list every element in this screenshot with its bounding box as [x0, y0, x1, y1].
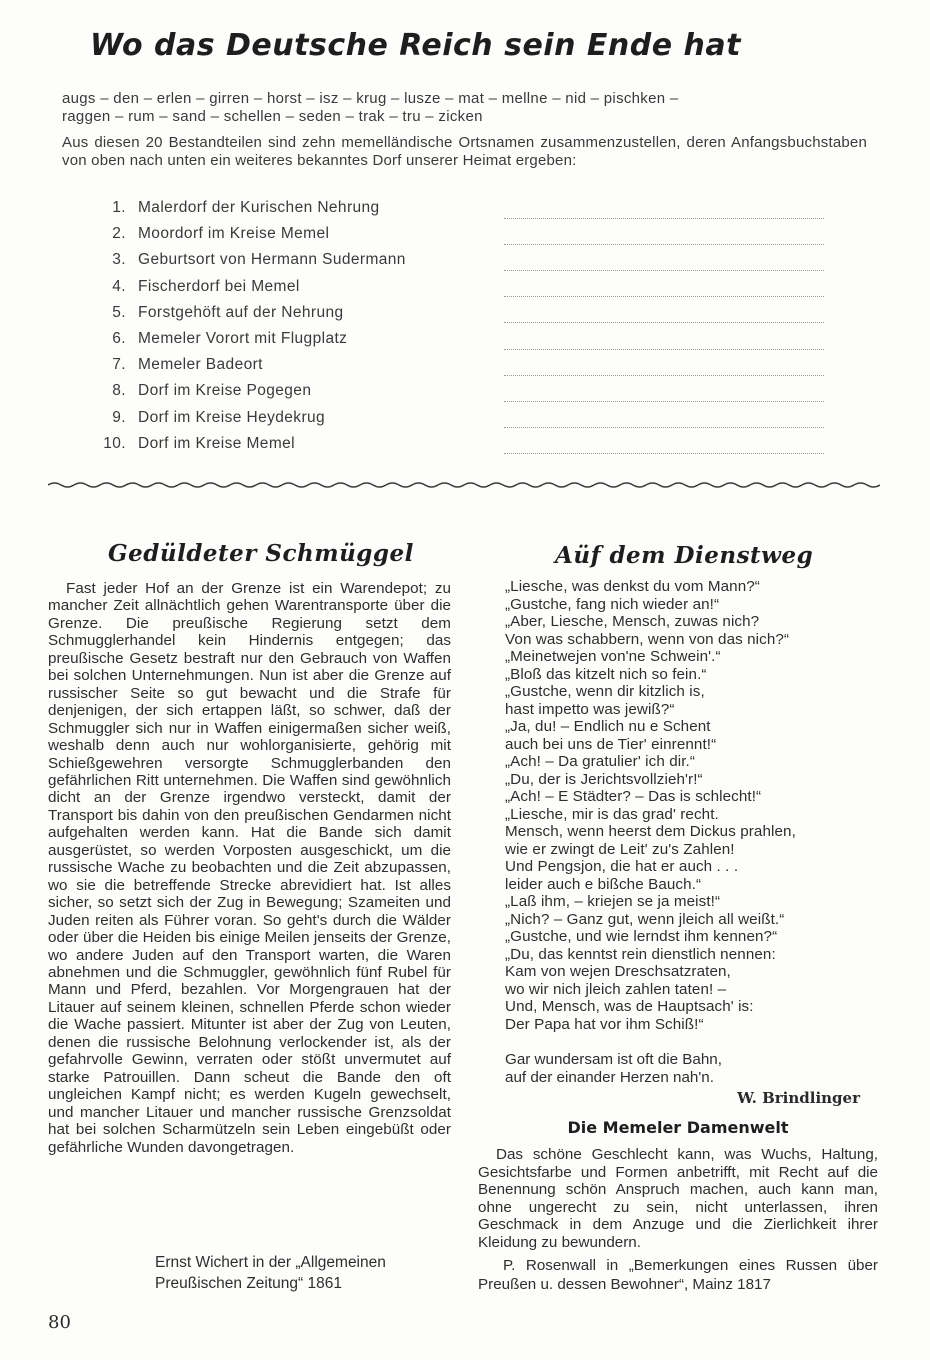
quiz-item	[100, 300, 840, 326]
answer-line[interactable]	[504, 413, 824, 428]
quiz-clue: Geburtsort von Hermann Sudermann	[138, 251, 406, 269]
quiz-list	[100, 195, 840, 457]
syllable-list	[62, 90, 867, 126]
poem-line: „Gustche, fang nich wieder an!“	[505, 595, 720, 613]
smuggling-article-text: Fast jeder Hof an der Grenze ist ein Warendepot; zu mancher Zeit allnächtlich gehen Warentransporte über die Grenze. Die preußische Regierung setzt dem Schmugglerhandel kein Hindernis entgegen; das preußische Gesetz bestraft nur den Gebrauch von Waffen bei solchen Unternehmungen. Nun ist aber die Grenze auf russischer Seite so gut bewacht und die Strafe für denjenigen, der sich ertappen läßt, so schwer, daß der Schmuggler sich nur in Waffen einigermaßen sicher weiß, weshalb denn auch nur wohlorganisierte, gehörig mit Schießgewehren versorgte Schmugglerbanden den gefährlichen Ritt unternehmen. Die Waffen sind gewöhnlich dicht an der Grenze irgendwo versteckt, damit der Transport bis dahin von den preußischen Gendarmen nicht aufgehalten werden kann. Hat die Bande sich damit ausgerüstet, so werden Vorposten ausgeschickt, um die russische Wache zu beobachten und die Zeit abzupassen, wo sie die betreffende Strecke abrevidiert hat. Ist alles sicher, so setzt sich der Zug in Bewegung; Szameiten und Juden reiten als Führer voran. So geht's durch die Wälder oder über die Heiden bis einige Meilen jenseits der Grenze, wo andere Juden auf den Transport warten, die Waren abnehmen und die Schmuggler, gewöhnlich fünf Rubel für Mann und Pferd, bezahlen. Vor Morgengrauen hat der Litauer auf seinem kleinen, schnellen Pferde schon wieder die Wache passiert. Mitunter ist aber der Zug von Leuten, denen die russische Belohnung verlockender ist, als der gefahrvolle Gewinn, verraten oder stößt unvermutet auf starke Patrouillen. Dann scheut die Bande den oft ungleichen Kampf nicht; es werden Kugeln gewechselt, und mancher Litauer und mancher russische Grenzsoldat hat bei solchen Scharmützeln sein Leben eingebüßt oder gefährliche Wunden davongetragen.	[48, 580, 451, 1156]
smuggling-article-title: Gedüldeter Schmüggel	[108, 540, 414, 567]
quiz-item	[100, 247, 840, 273]
syllable-line-2: raggen – rum – sand – schellen – seden – trak – tru – zicken	[62, 108, 483, 125]
poem-line: „Meinetwejen von'ne Schwein'.“	[505, 648, 721, 665]
poem-line: „Ach! – E Städter? – Das is schlecht!“	[505, 788, 762, 805]
quiz-clue: Forstgehöft auf der Nehrung	[138, 303, 344, 321]
damenwelt-source: P. Rosenwall in „Bemerkungen eines Russen über Preußen u. dessen Bewohner“, Mainz 1817	[478, 1257, 878, 1293]
poem-line: „Ach! – Da gratulier' ich dir.“	[505, 753, 696, 770]
quiz-number: 4.	[112, 277, 126, 295]
quiz-item	[100, 274, 840, 300]
quiz-item	[100, 431, 840, 457]
poem-line: „Laß ihm, – kriejen se ja meist!“	[505, 893, 721, 910]
poem-line: auf der einander Herzen nah'n.	[505, 1068, 714, 1086]
quiz-clue: Dorf im Kreise Heydekrug	[138, 408, 326, 426]
poem-line: „Bloß das kitzelt nich so fein.“	[505, 665, 707, 683]
poem-line: leider auch e bißche Bauch.“	[505, 875, 702, 893]
quiz-number: 5.	[112, 303, 126, 321]
quiz-item	[100, 326, 840, 352]
poem-line: „Liesche, mir is das grad' recht.	[505, 805, 719, 823]
answer-line[interactable]	[504, 387, 824, 402]
quiz-clue: Fischerdorf bei Memel	[138, 277, 300, 295]
poem-line: „Ja, du! – Endlich nu e Schent	[505, 718, 711, 735]
quiz-number: 3.	[112, 251, 126, 269]
quiz-item	[100, 195, 840, 221]
quiz-number: 2.	[112, 225, 126, 243]
page-title: Wo das Deutsche Reich sein Ende hat	[90, 28, 741, 63]
answer-line[interactable]	[504, 335, 824, 350]
page-number: 80	[48, 1312, 71, 1333]
poem-line: wie er zwingt de Leit' zu's Zahlen!	[505, 840, 735, 858]
poem-line: „Nich? – Ganz gut, wenn jleich all weißt.“	[505, 910, 785, 928]
quiz-number: 1.	[112, 199, 126, 217]
quiz-clue: Moordorf im Kreise Memel	[138, 225, 330, 243]
poem-line: „Liesche, was denkst du vom Mann?“	[505, 578, 760, 595]
answer-line[interactable]	[504, 308, 824, 323]
quiz-item	[100, 378, 840, 404]
quiz-number: 10.	[103, 434, 126, 452]
poem-line: hast impetto was jewiß?“	[505, 700, 675, 718]
poem-line: Gar wundersam ist oft die Bahn,	[505, 1051, 722, 1068]
poem-line: Der Papa hat vor ihm Schiß!“	[505, 1015, 704, 1033]
poem-line: „Gustche, wenn dir kitzlich is,	[505, 683, 705, 700]
poem-closing	[505, 1051, 875, 1086]
poem-line: „Du, der is Jerichtsvollzieh'r!“	[505, 770, 703, 788]
smuggling-article-source	[155, 1252, 455, 1294]
poem-line: Und Pengsjon, die hat er auch . . .	[505, 858, 739, 875]
quiz-item	[100, 221, 840, 247]
quiz-instructions: Aus diesen 20 Bestandteilen sind zehn memelländische Ortsnamen zusammenzustellen, deren Anfangsbuchstaben von oben nach unten ein weiteres bekanntes Dorf unserer Heimat ergeben:	[62, 134, 867, 169]
poem-line: „Aber, Liesche, Mensch, zuwas nich?	[505, 613, 760, 630]
answer-line[interactable]	[504, 230, 824, 245]
answer-line[interactable]	[504, 282, 824, 297]
quiz-number: 7.	[112, 356, 126, 374]
damenwelt-text: Das schöne Geschlecht kann, was Wuchs, Haltung, Gesichtsfarbe und Formen anbetrifft, mit Recht auf die Benennung schön Anspruch machen, auch kann man, ohne ungerecht zu sein, nicht unterlassen, ihren Geschmack in dem Anzuge und die Zierlichkeit ihrer Kleidung zu bewundern.	[478, 1146, 878, 1251]
syllable-line-1: augs – den – erlen – girren – horst – isz – krug – lusze – mat – mellne – nid – pischken –	[62, 90, 679, 107]
answer-line[interactable]	[504, 439, 824, 454]
poem-line: Und, Mensch, was de Hauptsach' is:	[505, 998, 754, 1015]
poem-line: Kam von wejen Dreschsatzraten,	[505, 963, 731, 980]
quiz-number: 6.	[112, 330, 126, 348]
poem-line: wo wir nich jleich zahlen taten! –	[505, 980, 727, 998]
poem-line: auch bei uns de Tier' einrennt!“	[505, 735, 717, 753]
quiz-number: 8.	[112, 382, 126, 400]
quiz-clue: Dorf im Kreise Pogegen	[138, 382, 312, 400]
source-line-2: Preußischen Zeitung“ 1861	[155, 1275, 342, 1292]
poem-line: „Gustche, und wie lerndst ihm kennen?“	[505, 928, 778, 945]
quiz-item	[100, 352, 840, 378]
poem-author: W. Brindlinger	[737, 1089, 860, 1107]
quiz-item	[100, 405, 840, 431]
quiz-clue: Malerdorf der Kurischen Nehrung	[138, 199, 380, 217]
damenwelt-title: Die Memeler Damenwelt	[567, 1118, 789, 1137]
answer-line[interactable]	[504, 256, 824, 271]
poem-line: Mensch, wenn heerst dem Dickus prahlen,	[505, 823, 796, 840]
poem-verses	[505, 578, 875, 1033]
quiz-clue: Memeler Vorort mit Flugplatz	[138, 330, 348, 348]
quiz-number: 9.	[112, 408, 126, 426]
answer-line[interactable]	[504, 361, 824, 376]
quiz-clue: Memeler Badeort	[138, 356, 263, 374]
poem-title: Aüf dem Dienstweg	[555, 542, 814, 569]
poem-line: Von was schabbern, wenn von das nich?“	[505, 630, 790, 648]
source-line-1: Ernst Wichert in der „Allgemeinen	[155, 1254, 386, 1271]
wave-divider	[48, 478, 880, 492]
poem-line: „Du, das kenntst rein dienstlich nennen:	[505, 945, 776, 963]
answer-line[interactable]	[504, 204, 824, 219]
quiz-clue: Dorf im Kreise Memel	[138, 434, 295, 452]
